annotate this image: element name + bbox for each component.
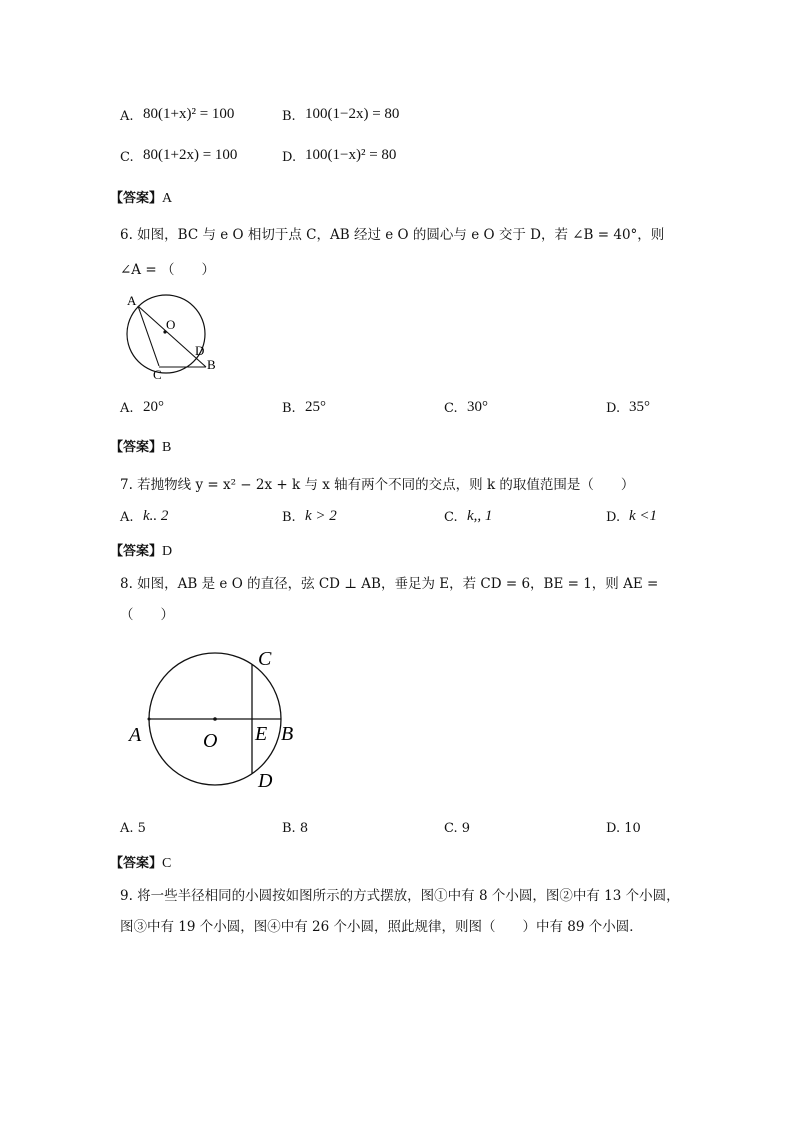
q8-option-b — [282, 821, 308, 836]
q5-option-a-label: A. — [120, 109, 134, 124]
option-label: C. — [444, 821, 458, 836]
label-c: C — [258, 648, 272, 670]
q8-stem-line1 — [120, 572, 658, 592]
q5-option-d-expr: 100(1−x)² = 80 — [305, 147, 397, 163]
q7-stem — [120, 473, 634, 493]
q6-option-a-label: A. — [120, 401, 134, 416]
q5-option-b-label: B. — [282, 109, 296, 124]
option-value: 8 — [299, 821, 309, 836]
question-text: 如图，BC 与 e O 相切于点 C，AB 经过 e O 的圆心与 e O 交于 D，若 ∠B = 40°，则 — [137, 227, 665, 243]
q9-stem-line2: 图③中有 19 个小圆，图④中有 26 个小圆，照此规律，则图（ ）中有 89 个小圆． — [120, 919, 643, 935]
q5-option-c-expr: 80(1+2x) = 100 — [143, 147, 238, 163]
q5-option-d-label: D. — [282, 150, 297, 165]
question-text: 将一些半径相同的小圆按如图所示的方式摆放，图①中有 8 个小圆，图②中有 13 个小圆， — [137, 888, 680, 904]
question-text: 如图，AB 是 e O 的直径，弦 CD ⊥ AB，垂足为 E，若 CD = 6，BE = 1，则 AE = — [137, 576, 659, 592]
q6-option-d-value: 35° — [629, 399, 650, 415]
option-value: 5 — [137, 821, 146, 836]
q8-option-c — [444, 821, 470, 836]
question-number: 9. — [120, 888, 138, 904]
q7-option-a-label: A. — [120, 510, 134, 525]
q8-chord-diameter-figure — [125, 643, 310, 798]
option-value: 9 — [461, 821, 471, 836]
q5-option-c-label: C. — [120, 150, 134, 165]
q8-answer — [110, 852, 171, 872]
q5-option-b-expr: 100(1−2x) = 80 — [305, 106, 400, 122]
label-d: D — [258, 770, 273, 792]
label-e: E — [255, 723, 268, 745]
q5-option-a-expr: 80(1+x)² = 100 — [143, 106, 235, 122]
q6-option-a-value: 20° — [143, 399, 164, 415]
q6-circle-tangent-figure — [118, 290, 228, 385]
q5-answer — [110, 187, 172, 207]
label-d: D — [195, 343, 205, 358]
answer-tag: 【答案】 — [110, 544, 163, 559]
q6-option-b-value: 25° — [305, 399, 326, 415]
q7-option-b-value: k > 2 — [305, 508, 337, 524]
q7-option-c-label: C. — [444, 510, 458, 525]
q6-option-b-label: B. — [282, 401, 296, 416]
label-c: C — [153, 367, 162, 382]
question-number: 8. — [120, 576, 138, 592]
q8-stem-line2: （ ） — [120, 607, 174, 623]
question-number: 7. — [120, 477, 138, 493]
answer-tag: 【答案】 — [110, 856, 163, 871]
answer-value: A — [162, 191, 173, 206]
q6-option-d-label: D. — [606, 401, 621, 416]
question-number: 6. — [120, 227, 138, 243]
q7-option-d-value: k <1 — [629, 508, 658, 524]
label-o: O — [203, 730, 218, 752]
option-label: D. — [606, 821, 621, 836]
answer-tag: 【答案】 — [110, 440, 163, 455]
q9-stem-line1 — [120, 884, 680, 904]
q6-stem-line1 — [120, 223, 664, 243]
answer-value: D — [162, 544, 173, 559]
question-text: 若抛物线 y = x² − 2x + k 与 x 轴有两个不同的交点，则 k 的取值范围是（ ） — [137, 477, 635, 493]
option-value: 10 — [624, 821, 641, 836]
q7-option-b-label: B. — [282, 510, 296, 525]
q6-option-c-value: 30° — [467, 399, 488, 415]
q7-option-a-value: k.. 2 — [143, 508, 169, 524]
q6-option-c-label: C. — [444, 401, 458, 416]
label-b: B — [281, 723, 294, 745]
q8-option-a — [120, 821, 146, 836]
endpoint-a — [148, 718, 151, 721]
label-a: A — [129, 724, 142, 746]
q7-option-c-value: k,, 1 — [467, 508, 493, 524]
label-a: A — [127, 293, 137, 308]
answer-value: B — [162, 440, 172, 455]
answer-value: C — [162, 856, 172, 871]
q8-option-d — [606, 821, 641, 836]
label-b: B — [207, 357, 216, 372]
center-point — [213, 717, 217, 721]
q6-stem-line2: ∠A = （ ） — [120, 262, 215, 278]
answer-tag: 【答案】 — [110, 191, 163, 206]
q6-answer — [110, 436, 171, 456]
q7-option-d-label: D. — [606, 510, 621, 525]
q7-answer — [110, 540, 172, 560]
label-o: O — [166, 317, 176, 332]
option-label: A. — [120, 821, 134, 836]
option-label: B. — [282, 821, 296, 836]
